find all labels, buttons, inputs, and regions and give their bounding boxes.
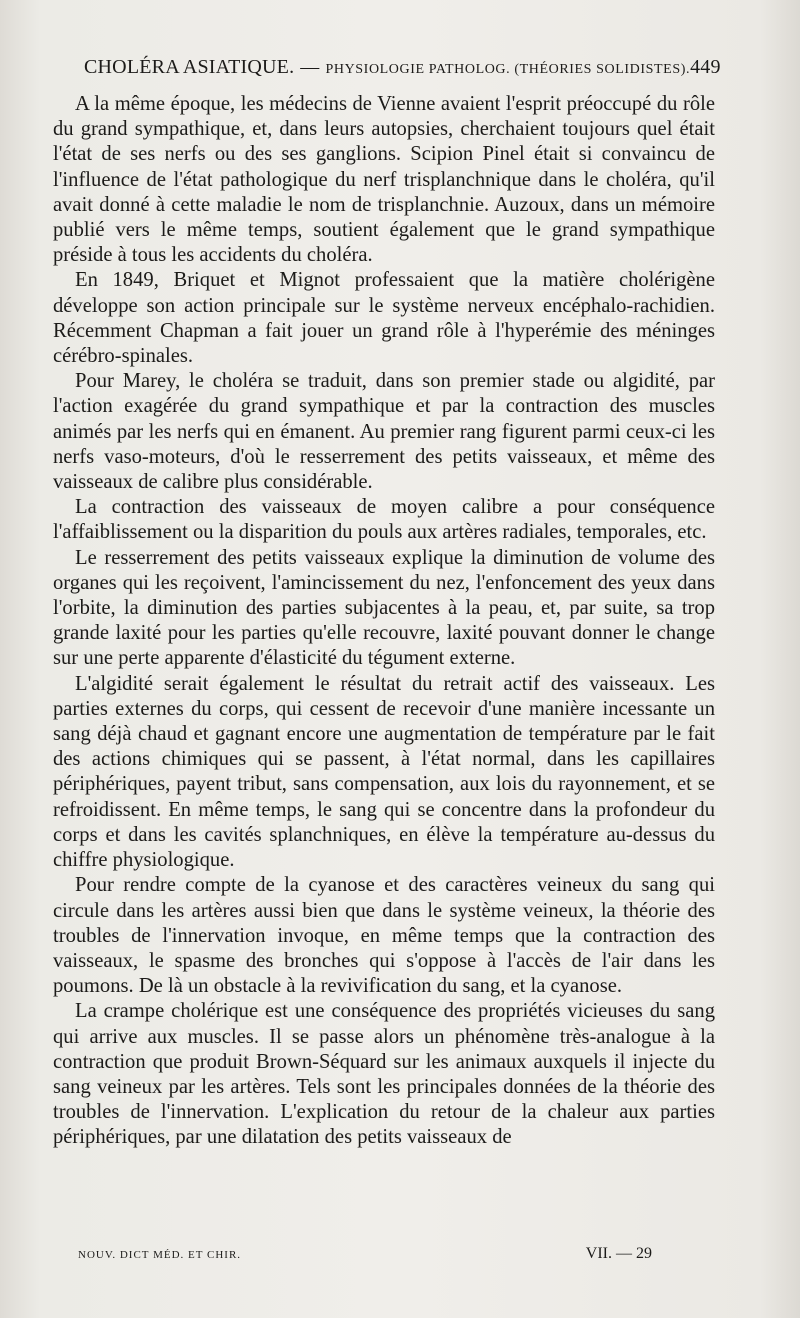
paragraph: A la même époque, les médecins de Vienne avaient l'esprit préoccupé du rôle du grand sympathique, et, dans leurs autopsies, cherchaient toujours quel était l'état de ses nerfs ou des ses ganglions. Scipion Pinel était si convaincu de l'influence de l'état pathologique du nerf trisplanchnique dans le choléra, qu'il avait donné à cette maladie le nom de trisplanchnie. Auzoux, dans un mémoire publié vers le même temps, soutient également que le grand sympathique préside à tous les accidents du choléra.	[53, 93, 715, 267]
running-subtitle: PHYSIOLOGIE PATHOLOG. (THÉORIES SOLIDISTES).	[325, 62, 691, 77]
paragraph: Pour rendre compte de la cyanose et des caractères veineux du sang qui circule dans les artères aussi bien que dans le système veineux, la théorie des troubles de l'innervation invoque, en même temps que la contraction des vaisseaux, le spasme des bronches qui s'oppose à l'accès de l'air dans les poumons. De là un obstacle à la revivification du sang, et la cyanose.	[53, 874, 715, 998]
running-header	[84, 56, 721, 86]
paragraph: En 1849, Briquet et Mignot professaient que la matière cholérigène développe son action principale sur le système nerveux encéphalo-rachidien. Récemment Chapman a fait jouer un grand rôle à l'hyperémie des méninges cérébro-spinales.	[53, 269, 715, 368]
header-left	[84, 56, 690, 79]
page-footer	[78, 1245, 652, 1269]
paragraph: La crampe cholérique est une conséquence des propriétés vicieuses du sang qui arrive aux muscles. Il se passe alors un phénomène très-analogue à la contraction que produit Brown-Séquard sur les animaux auxquels il injecte du sang veineux par les artères. Tels sont les principales données de la théorie des troubles de l'innervation. L'explication du retour de la chaleur aux parties périphériques, par une dilatation des petits vaisseaux de	[53, 1000, 715, 1149]
paragraph: Pour Marey, le choléra se traduit, dans son premier stade ou algidité, par l'action exagérée du grand sympathique et par la contraction des muscles animés par les nerfs qui en émanent. Au premier rang figurent parmi ceux-ci les nerfs vaso-moteurs, d'où le resserrement des petits vaisseaux, et même des vaisseaux de calibre plus considérable.	[53, 370, 715, 494]
paragraph: La contraction des vaisseaux de moyen calibre a pour conséquence l'affaiblissement ou la disparition du pouls aux artères radiales, temporales, etc.	[53, 496, 715, 544]
signature-mark: NOUV. DICT MÉD. ET CHIR.	[78, 1249, 242, 1261]
header-dash: —	[300, 57, 320, 78]
page-number: 449	[690, 56, 721, 78]
volume-mark: VII. — 29	[585, 1245, 652, 1262]
paragraph: L'algidité serait également le résultat du retrait actif des vaisseaux. Les parties externes du corps, qui cessent de recevoir d'une manière incessante un sang déjà chaud et gagnant encore une augmentation de température par le fait des actions chimiques qui se passent, à l'état normal, dans les capillaires périphériques, payent tribut, sans compensation, aux lois du rayonnement, et se refroidissent. En même temps, le sang qui se concentre dans la profondeur du corps et dans les cavités splanchniques, en élève la température au-dessus du chiffre physiologique.	[53, 672, 715, 872]
body-text	[53, 92, 715, 1232]
running-title: CHOLÉRA ASIATIQUE.	[84, 56, 295, 78]
paragraph: Le resserrement des petits vaisseaux explique la diminution de volume des organes qui les reçoivent, l'amincissement du nez, l'enfoncement des yeux dans l'orbite, la diminution des parties subjacentes à la peau, et, par suite, sa trop grande laxité pour les parties qu'elle recouvre, laxité pouvant donner le change sur une perte apparente d'élasticité du tégument externe.	[53, 546, 715, 670]
